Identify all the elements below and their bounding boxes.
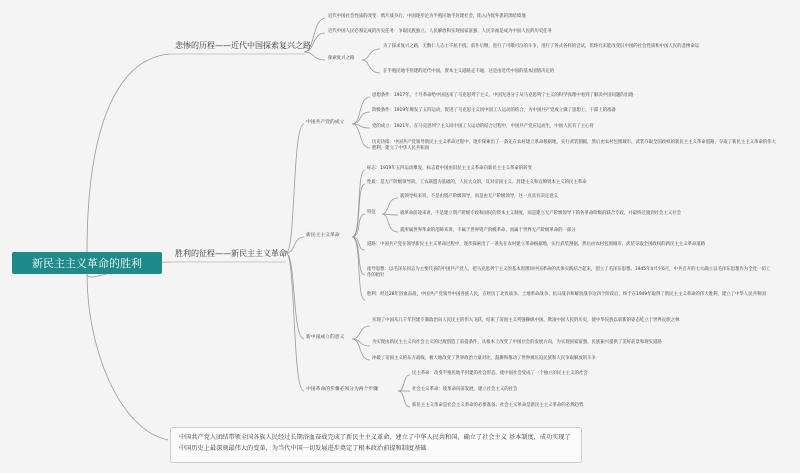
root-topic[interactable]: 新民主主义革命的胜利 (12, 252, 162, 274)
significance-item[interactable]: 为实现由新民主主义向社会主义的过渡创造了前提条件，从根本上改变了中国社会的发展方向，为实现国家富强、民族振兴提供了美好前景和现实道路 (372, 340, 662, 345)
significance-item[interactable]: 冲破了帝国主义的东方战线，极大地改变了世界政治力量对比，鼓舞和推动了世界被压迫民族和人民争取解放的斗争 (372, 356, 596, 361)
branch-hardship-title[interactable]: 悲惨的历程——近代中国探索复兴之路 (175, 41, 311, 50)
revolution-item[interactable]: 道路：中国共产党在领导新民主主义革命过程中，逐步探索出了一条先在农村建立革命根据地，实行武装割据，然后由农村包围城市、武装夺取全国政权的新民主主义革命道路 (367, 242, 706, 247)
significance-item[interactable]: 实现了中国从几千年封建专制政治向人民民主的伟大飞跃，结束了帝国主义列强操纵中国、欺凌中国人民的历史，使中华民族以崭新的姿态屹立于世界民族之林 (372, 318, 680, 323)
revolution-item[interactable]: 标志：1919年五四运动爆发，标志着中国由旧民主主义革命向新民主主义革命的转变 (367, 166, 532, 171)
feature-item[interactable]: 就领导权来说，不是由资产阶级领导，而是由无产阶级领导，这一点具有决定意义 (400, 194, 559, 199)
feature-item[interactable]: 就所属世界革命的范畴来讲，不属于世界资产阶级革命，而属于世界无产阶级革命的一部分 (400, 228, 576, 233)
significance-label[interactable]: 新中国成立的意义 (306, 335, 345, 340)
feature-item[interactable]: 就革命前途来讲，不是建立资产阶级专政和国民的资本主义制度，而是建立无产阶级领导下的各革命阶级的联合专政，并最终过渡到社会主义社会 (400, 211, 682, 216)
two-step-item[interactable]: 社会主义革命：使革命向前发展，建立社会主义的社会 (412, 387, 518, 392)
revival-path-label[interactable]: 探索复兴之路 (328, 56, 355, 61)
two-step-item[interactable]: 新民主主义革命是社会主义革命的必要准备；社会主义革命是新民主主义革命的必然趋势 (412, 403, 584, 408)
party-item[interactable]: 思想条件：1917年，十月革命给中国送来了马克思列宁主义，中国先进分子从马克思列宁主义的科学真理中看到了解决中国问题的出路 (372, 93, 634, 98)
party-item[interactable]: 历史功绩：中国共产党领导新民主主义革命过程中，逐步探索出了一条先在农村建立革命根据地，实行武装割据，然后由农村包围城市、武装夺取全国政权的新民主主义革命道路，夺取了新民主主义革命的伟大胜利，建立了中华人民共和国 (372, 140, 776, 151)
revolution-item[interactable]: 指导思想：以毛泽东同志为主要代表的中国共产党人，把马克思列宁主义的基本原理同中国革命的具体实践结合起来，创立了毛泽东思想。1945年4月至6月，中共召开的七大确立以毛泽东思想作为全党一切工作的指针 (367, 267, 771, 278)
party-item[interactable]: 阶级条件：1919年爆发了五四运动，促进了马克思主义同中国工人运动的结合，为中国共产党成立做了思想上、干部上的准备 (372, 108, 616, 113)
branch1-item[interactable]: 近代中国人民必须完成的历史任务：争取民族独立、人民解放和实现国家富强、人民幸福是成为中国人民的历史任务 (328, 29, 552, 34)
revival-path-item[interactable]: 为了探求复兴之路，无数仁人志士不屈不挠、前仆后继，进行了可歌可泣的斗争，进行了各式各样的尝试，但终究未能改变旧中国的社会性质和中国人民的悲惨命运 (383, 44, 700, 49)
branch1-item[interactable]: 近代中国社会性质的改变：鸦片战争后，中国逐步沦为半殖民地半封建社会，陷入内忧外患的黑暗境地 (328, 14, 526, 19)
revolution-item[interactable]: 性质：是无产阶级领导的，工农联盟为基础的，人民大众的，反对帝国主义、封建主义和官僚资本主义的民主革命 (367, 180, 587, 185)
branch-victory-title[interactable]: 胜利的征程——新民主主义革命 (175, 249, 287, 258)
revolution-label[interactable]: 新民主主义革命 (306, 233, 340, 238)
features-label[interactable]: 特征 (367, 210, 376, 215)
two-step-label[interactable]: 中国革命的步骤必须分为两个步骤 (306, 387, 378, 392)
party-founding-label[interactable]: 中国共产党的成立 (306, 120, 345, 125)
two-step-item[interactable]: 民主革命：改变半殖民地半封建的社会形态，使中国社会变成了一个独立的民主主义的社会 (412, 371, 588, 376)
revival-path-item[interactable]: 在半殖民地半封建的近代中国，资本主义道路走不通，这是由近代中国的基本国情决定的 (383, 69, 555, 74)
party-item[interactable]: 党的成立：1921年，在马克思列宁主义同中国工人运动的结合过程中，中国共产党应运而生，中国人民有了主心骨 (372, 124, 594, 129)
revolution-item[interactable]: 胜利：经过28年浴血奋战，中国共产党领导中国各族人民，在经历了北伐战争、土地革命战争、抗日战争和解放战争这四个阶段后，终于在1949年取得了新民主主义革命的伟大胜利，建立了中华人民共和国 (367, 292, 766, 297)
summary-note[interactable]: 中国共产党人团结带领全国各族人民经过长期浴血奋战完成了新民主主义革命，建立了中华人民共和国，确立了社会主义 基本制度，成功实现了中国历史上最深刻最伟大的变革，为当代中国一切发展进步奠定了根本政治前提和制度基础 (170, 427, 582, 463)
